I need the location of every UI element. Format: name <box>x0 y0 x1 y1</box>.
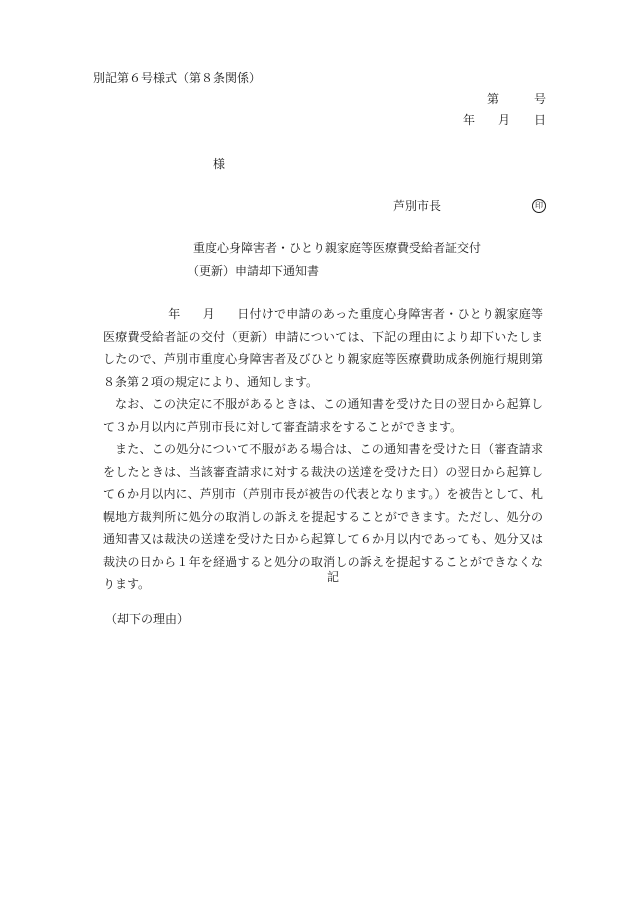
paragraph-3: また、この処分について不服がある場合は、この通知書を受けた日（審査請求をしたときは、当該審査請求に対する裁決の送達を受けた日）の翌日から起算して６か月以内に、芦別市（芦別市長が被告の代表となります。）を被告として、札幌地方裁判所に処分の取消しの訴えを提起することができます。ただし、処分の通知書又は裁決の送達を受けた日から起算して６か月以内であっても、処分又は裁決の日から１年を経過すると処分の取消しの訴えを提起することができなくなります。 <box>103 442 543 591</box>
issuer: 芦別市長 <box>393 199 442 213</box>
number-prefix: 第 <box>487 92 500 106</box>
number-suffix: 号 <box>534 92 547 106</box>
ki-heading: 記 <box>327 570 340 584</box>
notice-body <box>103 303 543 596</box>
p1-year: 年 <box>168 307 181 321</box>
addressee-suffix: 様 <box>213 157 226 171</box>
date-month: 月 <box>498 113 511 127</box>
p1-month: 月 <box>202 307 215 321</box>
date-day: 日 <box>534 113 547 127</box>
paragraph-1 <box>103 303 543 393</box>
reason-label: （却下の理由） <box>105 612 190 626</box>
title-line-1: 重度心身障害者・ひとり親家庭等医療費受給者証交付 <box>193 241 482 255</box>
seal-mark: 印 <box>532 199 546 213</box>
paragraph-2: なお、この決定に不服があるときは、この通知書を受けた日の翌日から起算して３か月以内に芦別市長に対して審査請求をすることができます。 <box>103 397 543 434</box>
title-line-2: （更新）申請却下通知書 <box>187 264 320 278</box>
p1-text: 日付けで申請のあった重度心身障害者・ひとり親家庭等医療費受給者証の交付（更新）申請については、下記の理由により却下いたしましたので、芦別市重度心身障害者及びひとり親家庭等医療費助成条例施行規則第８条第２項の規定により、通知します。 <box>103 307 543 389</box>
form-label: 別記第６号様式（第８条関係） <box>93 71 262 85</box>
date-year: 年 <box>463 113 476 127</box>
